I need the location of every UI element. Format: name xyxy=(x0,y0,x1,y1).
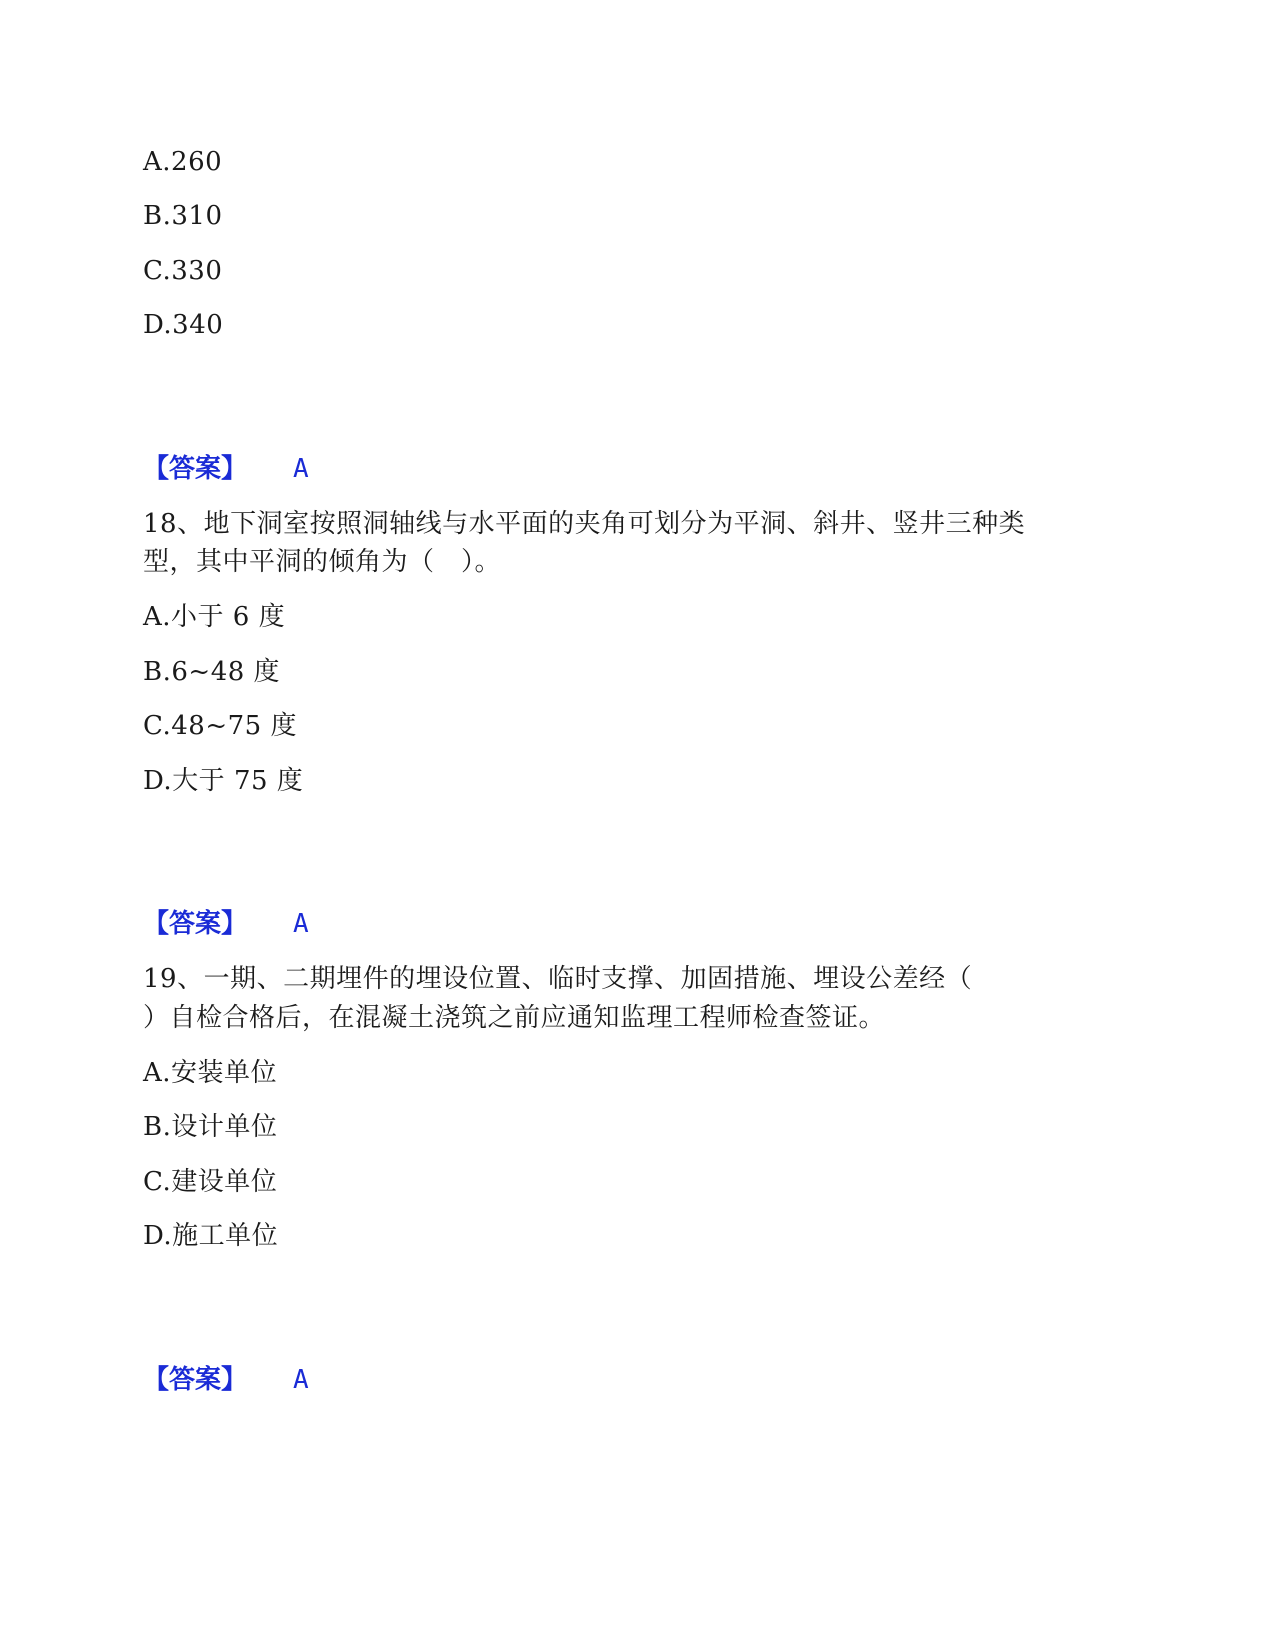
q17-option-a: A.260 xyxy=(143,147,223,177)
q18-stem-line1: 18、地下洞室按照洞轴线与水平面的夹角可划分为平洞、斜井、竖井三种类 xyxy=(143,509,1026,539)
q17-option-b: B.310 xyxy=(143,201,223,231)
q17-option-c: C.330 xyxy=(143,256,223,286)
answer-label: 【答案】 xyxy=(143,909,248,939)
q18-stem-line2: 型，其中平洞的倾角为（ ）。 xyxy=(143,547,502,577)
q18-option-c: C.48~75 度 xyxy=(143,711,297,741)
answer-value: A xyxy=(293,1365,309,1395)
q17-answer xyxy=(143,452,309,486)
answer-label: 【答案】 xyxy=(143,454,248,484)
q19-option-d: D.施工单位 xyxy=(143,1221,279,1251)
answer-value: A xyxy=(293,909,309,939)
answer-value: A xyxy=(293,454,309,484)
q19-option-a: A.安装单位 xyxy=(143,1058,278,1088)
q19-stem-line2: ）自检合格后，在混凝土浇筑之前应通知监理工程师检查签证。 xyxy=(143,1003,886,1033)
q19-option-c: C.建设单位 xyxy=(143,1167,278,1197)
q18-option-d: D.大于 75 度 xyxy=(143,766,304,796)
q17-option-d: D.340 xyxy=(143,310,224,340)
q19-answer xyxy=(143,1363,309,1397)
q19-option-b: B.设计单位 xyxy=(143,1112,278,1142)
q18-option-b: B.6~48 度 xyxy=(143,657,281,687)
q18-answer xyxy=(143,907,309,941)
q18-option-a: A.小于 6 度 xyxy=(143,602,286,632)
answer-label: 【答案】 xyxy=(143,1365,248,1395)
q19-stem-line1: 19、一期、二期埋件的埋设位置、临时支撑、加固措施、埋设公差经（ xyxy=(143,964,973,994)
